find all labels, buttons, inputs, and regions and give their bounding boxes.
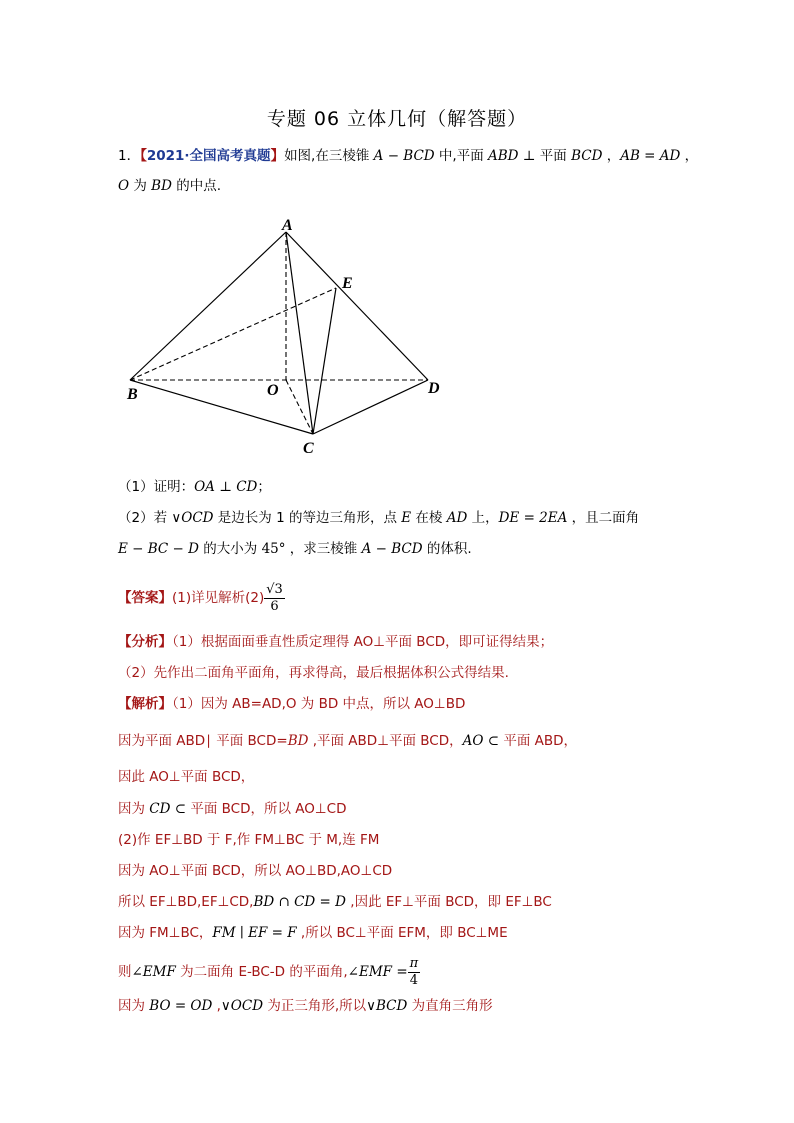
solution-math: AO ⊂ bbox=[462, 733, 500, 749]
solution-text: ,所以 BC⊥平面 EFM，即 BC⊥ME bbox=[296, 925, 508, 941]
label-C: C bbox=[303, 440, 314, 457]
label-D: D bbox=[428, 380, 440, 397]
solution-text: 则 bbox=[118, 964, 132, 980]
solution-math: CD ⊂ bbox=[149, 801, 187, 817]
question-math: DE = 2EA bbox=[498, 510, 568, 526]
question-math: E bbox=[401, 510, 412, 526]
stem-text: 中,平面 bbox=[434, 148, 488, 164]
angle-frac-den: 4 bbox=[409, 972, 419, 988]
solution-line-8 bbox=[118, 923, 508, 943]
source-tag-text: ·全国高考真题 bbox=[184, 148, 271, 164]
analysis-label: 【分析】 bbox=[118, 634, 172, 650]
analysis-line-1 bbox=[118, 632, 553, 652]
solution-math: FM ∣ EF = F bbox=[212, 925, 297, 941]
label-A: A bbox=[282, 217, 293, 234]
stem-text: 平面 bbox=[535, 148, 572, 164]
answer-fraction bbox=[264, 582, 285, 615]
stem-math: BD bbox=[151, 178, 172, 194]
solution-math: ∨BCD bbox=[366, 998, 408, 1014]
label-O: O bbox=[267, 382, 279, 399]
question-text: 的体积. bbox=[422, 541, 472, 557]
solution-line-10 bbox=[118, 996, 493, 1016]
question-text: ，且二面角 bbox=[567, 510, 640, 526]
question-text: （2）若 bbox=[118, 510, 172, 526]
solution-line-9 bbox=[118, 952, 420, 992]
solution-math: BD ∩ CD = D bbox=[253, 894, 346, 910]
problem-stem-line-2 bbox=[118, 176, 221, 196]
question-1 bbox=[118, 477, 271, 497]
question-text: 上， bbox=[467, 510, 499, 526]
solution-text: 因为 bbox=[118, 998, 150, 1014]
solution-math: ∨OCD bbox=[220, 998, 264, 1014]
edge-BC bbox=[130, 380, 313, 434]
question-text: ，求三棱锥 bbox=[285, 541, 362, 557]
answer-frac-den: 6 bbox=[270, 598, 279, 614]
stem-math: O bbox=[118, 178, 130, 194]
solution-text: 为二面角 E-BC-D 的平面角, bbox=[175, 964, 348, 980]
solution-line-3: 因此 AO⊥平面 BCD， bbox=[118, 769, 255, 785]
solution-text: 为正三角形,所以 bbox=[263, 998, 367, 1014]
edge-CD bbox=[313, 380, 428, 434]
solution-text: 平面 ABD， bbox=[499, 733, 578, 749]
solution-math: ∠EMF = bbox=[347, 964, 408, 980]
solution-text: 平面 BCD，所以 AO⊥CD bbox=[186, 801, 347, 817]
segment-EC bbox=[313, 288, 336, 434]
problem-number: 1． bbox=[118, 148, 141, 164]
solution-line-5: (2)作 EF⊥BD 于 F,作 FM⊥BC 于 M,连 FM bbox=[118, 832, 380, 848]
solution-math: ∠EMF bbox=[131, 964, 176, 980]
solution-text: ,因此 EF⊥平面 BCD，即 EF⊥BC bbox=[345, 894, 552, 910]
solution-line-2 bbox=[118, 731, 577, 751]
stem-text: ， bbox=[680, 148, 699, 164]
stem-text: ， bbox=[602, 148, 621, 164]
answer-label: 【答案】 bbox=[118, 590, 172, 606]
stem-math: A − BCD bbox=[373, 148, 435, 164]
solution-line-4 bbox=[118, 799, 347, 819]
question-math: OA ⊥ CD bbox=[194, 479, 258, 495]
analysis-text-1: （1）根据面面垂直性质定理得 AO⊥平面 BCD，即可证得结果； bbox=[172, 634, 554, 650]
stem-math: BCD bbox=[571, 148, 603, 164]
solution-text: 因为 bbox=[118, 801, 150, 817]
solution-line-6: 因为 AO⊥平面 BCD，所以 AO⊥BD,AO⊥CD bbox=[118, 863, 393, 879]
question-text: 在棱 bbox=[411, 510, 447, 526]
tetrahedron-figure bbox=[120, 212, 450, 462]
solution-text: 所以 EF⊥BD,EF⊥CD, bbox=[118, 894, 254, 910]
label-E: E bbox=[342, 275, 353, 292]
segment-BE-dashed bbox=[130, 288, 336, 380]
solution-text: ,平面 ABD⊥平面 BCD， bbox=[308, 733, 463, 749]
question-text: 是边长为 1 的等边三角形，点 bbox=[213, 510, 402, 526]
edge-AB bbox=[130, 232, 286, 380]
question-2-line-1 bbox=[118, 508, 639, 528]
answer-line bbox=[118, 580, 285, 616]
analysis-line-2: （2）先作出二面角平面角，再求得高，最后根据体积公式得结果. bbox=[118, 665, 509, 681]
solution-line-7 bbox=[118, 892, 552, 912]
question-2-line-2 bbox=[118, 539, 472, 559]
stem-math: AB = AD bbox=[620, 148, 681, 164]
angle-fraction bbox=[408, 956, 421, 989]
solution-label: 【解析】 bbox=[118, 696, 172, 712]
question-math: 45° bbox=[261, 541, 286, 557]
stem-math: ABD ⊥ bbox=[488, 148, 536, 164]
question-math: E − BC − D bbox=[118, 541, 199, 557]
solution-math: BO = OD bbox=[149, 998, 213, 1014]
question-math: ∨OCD bbox=[171, 510, 214, 526]
solution-text: 因为平面 ABD∣ 平面 BCD= bbox=[118, 733, 288, 749]
solution-text: , bbox=[212, 998, 221, 1014]
page-title: 专题 06 立体几何（解答题） bbox=[266, 108, 528, 130]
edge-AC bbox=[286, 232, 313, 434]
question-math: A − BCD bbox=[361, 541, 423, 557]
question-text: （1）证明： bbox=[118, 479, 195, 495]
solution-text: （1）因为 AB=AD,O 为 BD 中点，所以 AO⊥BD bbox=[172, 696, 466, 712]
solution-text: 因为 FM⊥BC， bbox=[118, 925, 213, 941]
edge-AD bbox=[286, 232, 428, 380]
source-tag-close: 】 bbox=[270, 148, 285, 164]
angle-frac-num: π bbox=[409, 955, 419, 971]
stem-text: 为 bbox=[129, 178, 152, 194]
answer-text: (1)详见解析(2) bbox=[172, 590, 265, 606]
question-text: ； bbox=[257, 479, 271, 495]
source-tag-year: 2021 bbox=[146, 148, 185, 164]
stem-text: 如图,在三棱锥 bbox=[284, 148, 374, 164]
stem-text: 的中点. bbox=[171, 178, 222, 194]
source-tag-open: 【 bbox=[140, 148, 147, 164]
solution-math: BD bbox=[287, 733, 309, 749]
solution-line-1 bbox=[118, 694, 465, 714]
problem-stem-line-1 bbox=[118, 146, 698, 166]
answer-frac-num: √3 bbox=[266, 581, 283, 597]
label-B: B bbox=[127, 386, 138, 403]
question-math: AD bbox=[446, 510, 468, 526]
question-text: 的大小为 bbox=[198, 541, 262, 557]
solution-text: 为直角三角形 bbox=[407, 998, 493, 1014]
